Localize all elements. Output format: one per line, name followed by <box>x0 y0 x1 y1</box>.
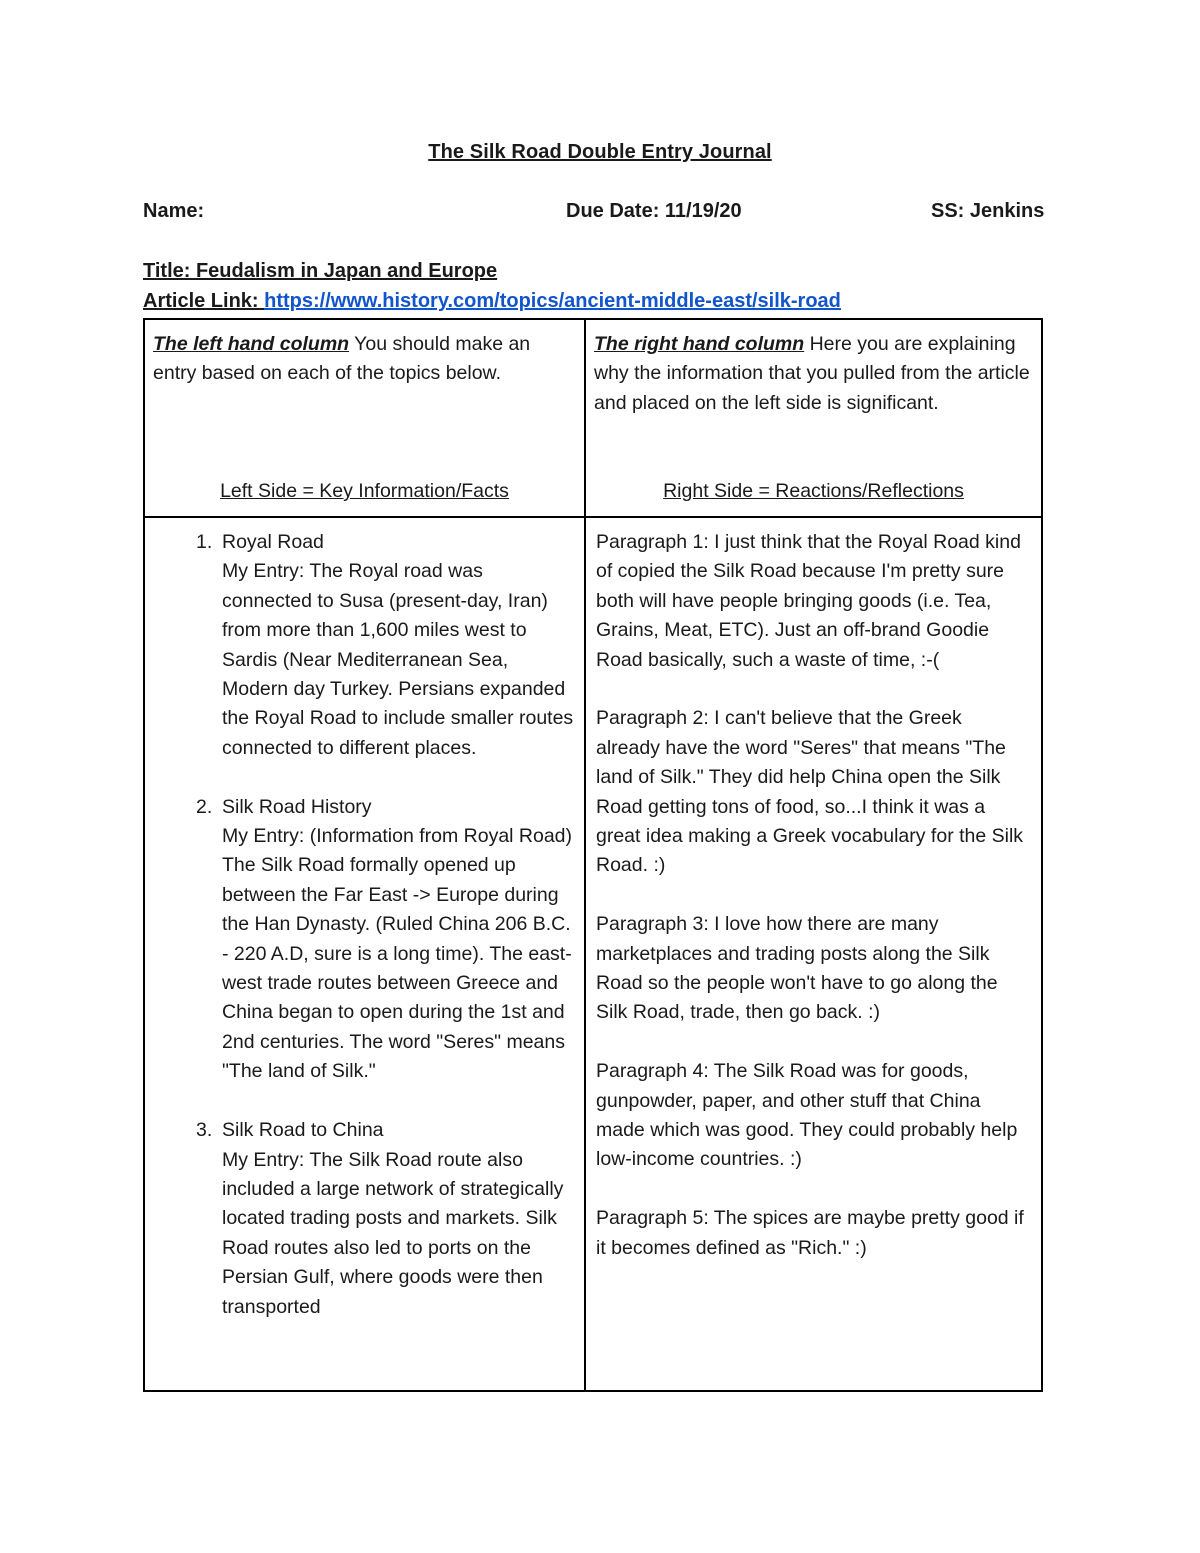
list-item <box>145 1116 576 1322</box>
left-entries-cell <box>144 517 585 1391</box>
left-side-label: Left Side = Key Information/Facts <box>220 480 509 502</box>
right-header-text: Here you are explaining why the information that you pulled from the article and placed on the left side is significant. <box>594 333 1030 414</box>
entry-text: My Entry: The Silk Road route also included a large network of strategically located trading posts and markets. Silk Road routes also led to ports on the Persian Gulf, where goods were then transported <box>222 1148 564 1318</box>
entry-topic: Royal Road <box>222 531 324 553</box>
reflection-paragraph: Paragraph 3: I love how there are many marketplaces and trading posts along the Silk Road so the people won't have to go along the Silk Road, trade, then go back. :) <box>596 913 998 1024</box>
list-item <box>145 528 576 763</box>
left-header-cell <box>144 319 585 517</box>
article-link-label: Article Link: <box>143 290 265 312</box>
entry-topic: Silk Road to China <box>222 1119 384 1142</box>
entry-topic: Silk Road History <box>222 795 372 818</box>
entry-number: 3. <box>196 1119 213 1142</box>
page-title: The Silk Road Double Entry Journal <box>428 141 772 163</box>
reflection-paragraph: Paragraph 1: I just think that the Royal Road kind of copied the Silk Road because I'm pretty sure both will have people bringing goods (i.e. Tea, Grains, Meat, ETC). Just an off-brand Goodie Road basically, such a waste of time, :-( <box>596 531 1021 671</box>
reflection-paragraph: Paragraph 2: I can't believe that the Greek already have the word "Seres" that means "The land of Silk." They did help China open the Silk Road getting tons of food, so...I think it was a great idea making a Greek vocabulary for the Silk Road. :) <box>596 707 1024 877</box>
right-reflections-cell <box>585 517 1042 1391</box>
name-label: Name: <box>143 200 205 222</box>
reflection-paragraph: Paragraph 5: The spices are maybe pretty good if it becomes defined as "Rich." :) <box>596 1207 1024 1259</box>
right-side-label: Right Side = Reactions/Reflections <box>663 480 964 502</box>
entry-number: 2. <box>196 795 213 818</box>
entry-text: My Entry: The Royal road was connected to Susa (present-day, Iran) from more than 1,600 miles west to Sardis (Near Mediterranean Sea, Modern day Turkey. Persians expanded the Royal Road to include smaller routes connected to different places. <box>222 560 574 759</box>
entry-number: 1. <box>196 531 213 553</box>
due-date-label: Due Date: 11/19/20 <box>566 200 742 222</box>
article-title: Title: Feudalism in Japan and Europe <box>143 260 498 282</box>
article-link[interactable]: https://www.history.com/topics/ancient-middle-east/silk-road <box>264 290 841 312</box>
right-header-lead: The right hand column <box>594 333 805 355</box>
article-link-row <box>143 290 841 313</box>
left-header-text: You should make an entry based on each of the topics below. <box>153 333 531 385</box>
left-header-lead: The left hand column <box>153 333 350 355</box>
ss-label: SS: Jenkins <box>931 200 1045 222</box>
reflection-paragraph: Paragraph 4: The Silk Road was for goods, gunpowder, paper, and other stuff that China made which was good. They could probably help low-income countries. :) <box>596 1060 1018 1171</box>
journal-table <box>143 318 1043 1392</box>
entry-text: My Entry: (Information from Royal Road) The Silk Road formally opened up between the Far East -> Europe during the Han Dynasty. (Ruled China 206 B.C. - 220 A.D, sure is a long time). The east-west trade routes between Greece and China began to open during the 1st and 2nd centuries. The word "Seres" means "The land of Silk." <box>222 825 573 1083</box>
list-item <box>145 793 576 1087</box>
right-header-cell <box>585 319 1042 517</box>
